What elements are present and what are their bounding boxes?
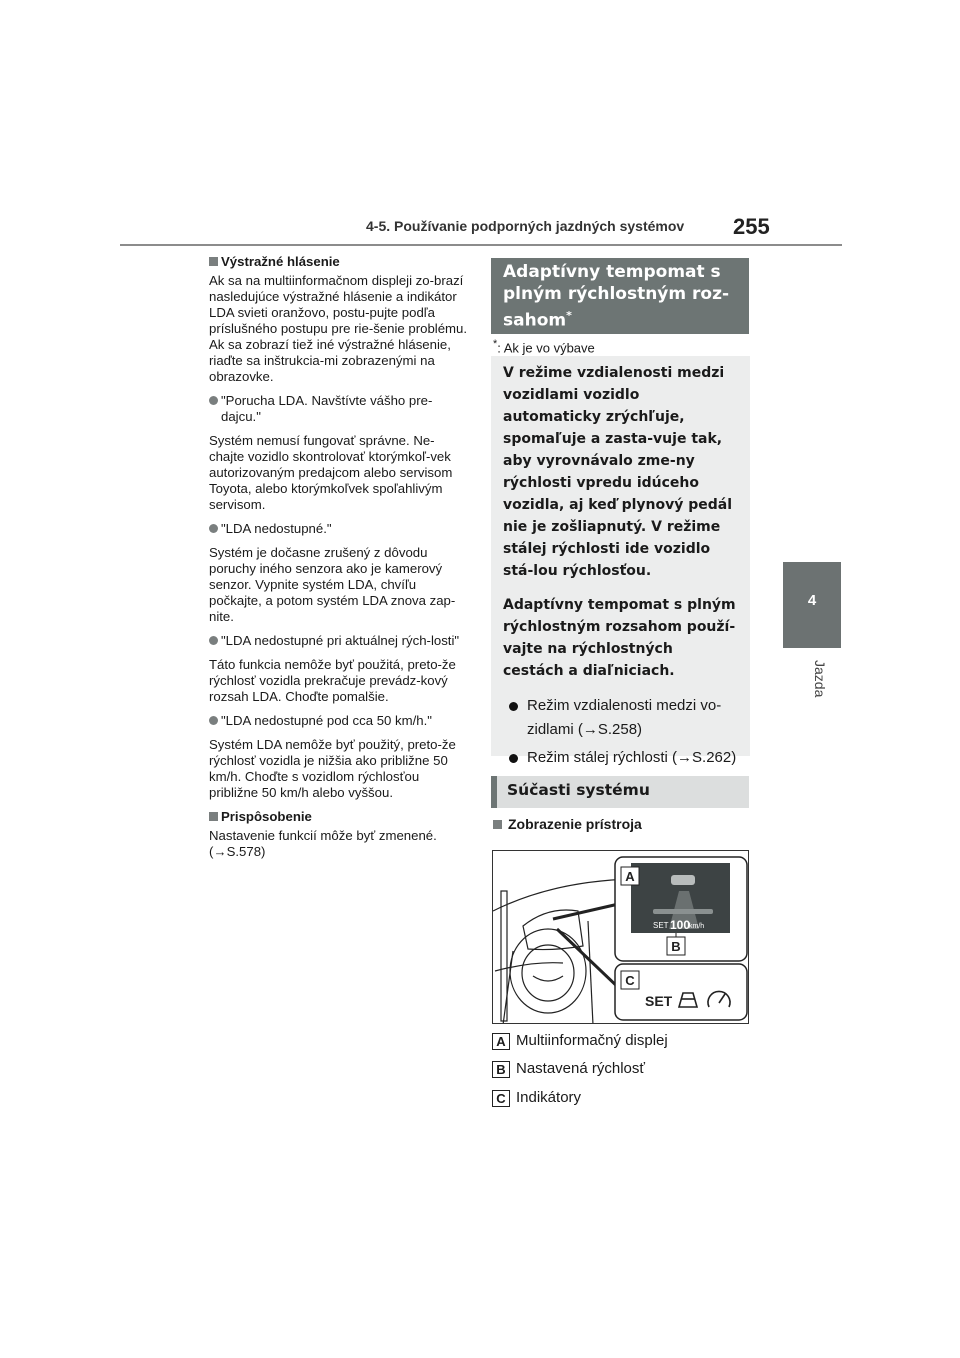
mode-item: Režim stálej rýchlosti (→S.262): [503, 746, 738, 770]
figure-set-label: SET: [653, 921, 669, 930]
square-bullet-icon: [209, 812, 218, 821]
legend-item: C Indikátory: [492, 1089, 762, 1107]
instrument-heading: Zobrazenie prístroja: [493, 816, 642, 832]
intro-paragraph: Adaptívny tempomat s plným rýchlostným rozsahom použí-vajte na rýchlostných cestách a diaľniciach.: [503, 597, 736, 679]
left-column: [209, 254, 469, 868]
circle-bullet-icon: [209, 716, 218, 725]
customization-heading: Prispôsobenie: [209, 809, 469, 825]
warning-intro: Ak sa na multiinformačnom displeji zo-brazí nasledujúce výstražné hlásenie a indikátor LDA svieti oranžovo, postu-pujte podľa príslušného postupu pre rie-šenie problému. Ak sa zobrazí tiež iné výstražné hlásenie, riaďte sa inštrukcia-mi zobrazenými na obrazovke.: [209, 273, 468, 384]
circle-bullet-icon: [209, 636, 218, 645]
warning-text: Systém LDA nemôže byť použitý, preto-že rýchlosť vozidla je nižšia ako približne 50 km/h. Choďte s vozidlom rýchlosťou približne 50 km/h alebo vyššou.: [209, 737, 456, 800]
figure-unit: km/h: [689, 923, 705, 930]
legend-key: B: [492, 1061, 510, 1078]
warning-text: Táto funkcia nemôže byť použitá, preto-že rýchlosť vozidla prekračuje prevádz-kový rozsah LDA. Choďte pomalšie.: [209, 657, 456, 704]
section-title: 4-5. Používanie podporných jazdných systémov: [366, 218, 685, 234]
indicator-set: SET: [645, 993, 673, 1009]
circle-bullet-icon: [509, 754, 518, 763]
page-number: 255: [733, 214, 770, 239]
warning-message: "LDA nedostupné.": [209, 521, 469, 537]
warning-heading: Výstražné hlásenie: [209, 254, 469, 270]
legend-key: C: [492, 1090, 510, 1107]
intro-paragraph: V režime vzdialenosti medzi vozidlami vozidlo automaticky zrýchľuje, spomaľuje a zasta-vuje tak, aby vyrovnávalo zme-ny rýchlosti vpredu idúceho vozidla, aj keď plynový pedál nie je zošliapnutý. V režime stálej rýchlosti ide vozidlo stá-lou rýchlosťou.: [503, 365, 733, 579]
circle-bullet-icon: [209, 524, 218, 533]
intro-box: [491, 356, 750, 766]
customization-text: Nastavenie funkcií môže byť zmenené. (→S.578): [209, 828, 437, 859]
square-bullet-icon: [209, 257, 218, 266]
legend-item: A Multiinformačný displej: [492, 1032, 762, 1050]
footnote: *: Ak je vo výbave: [493, 338, 595, 356]
chapter-label: Jazda: [812, 660, 828, 698]
legend-key: A: [492, 1033, 510, 1050]
dashboard-illustration: [493, 851, 749, 1024]
header-divider: [120, 244, 842, 246]
circle-bullet-icon: [209, 396, 218, 405]
square-bullet-icon: [493, 820, 502, 829]
warning-message: "Porucha LDA. Navštívte vášho pre-dajcu.": [209, 393, 469, 425]
figure-callout-a: A: [625, 869, 635, 884]
warning-text: Systém nemusí fungovať správne. Ne-chajte vozidlo skontrolovať ktorýmkoľ-vek autorizovaným predajcom alebo servisom Toyota, alebo ktorýmkoľvek spoľahlivým servisom.: [209, 433, 453, 512]
warning-message: "LDA nedostupné pod cca 50 km/h.": [209, 713, 469, 729]
circle-bullet-icon: [509, 702, 518, 711]
mode-item: Režim vzdialenosti medzi vo-zidlami (→S.258): [503, 694, 738, 742]
instrument-figure: [492, 850, 749, 1024]
components-heading: Súčasti systému: [491, 776, 749, 808]
warning-text: Systém je dočasne zrušený z dôvodu poruchy iného senzora ako je kamerový senzor. Vypnite systém LDA, chvíľu počkajte, a potom systém LDA znova zap- nite.: [209, 545, 456, 624]
figure-callout-b: B: [671, 939, 681, 954]
figure-callout-c: C: [625, 973, 635, 988]
figure-speed: 100: [670, 918, 691, 932]
title-asterisk: *: [566, 309, 572, 322]
legend-item: B Nastavená rýchlosť: [492, 1060, 762, 1078]
chapter-number: 4: [807, 592, 817, 609]
warning-message: "LDA nedostupné pri aktuálnej rých-losti": [209, 633, 469, 649]
chapter-tab: [783, 562, 841, 648]
feature-title: Adaptívny tempomat s plným rýchlostným roz-sahom*: [491, 258, 749, 334]
